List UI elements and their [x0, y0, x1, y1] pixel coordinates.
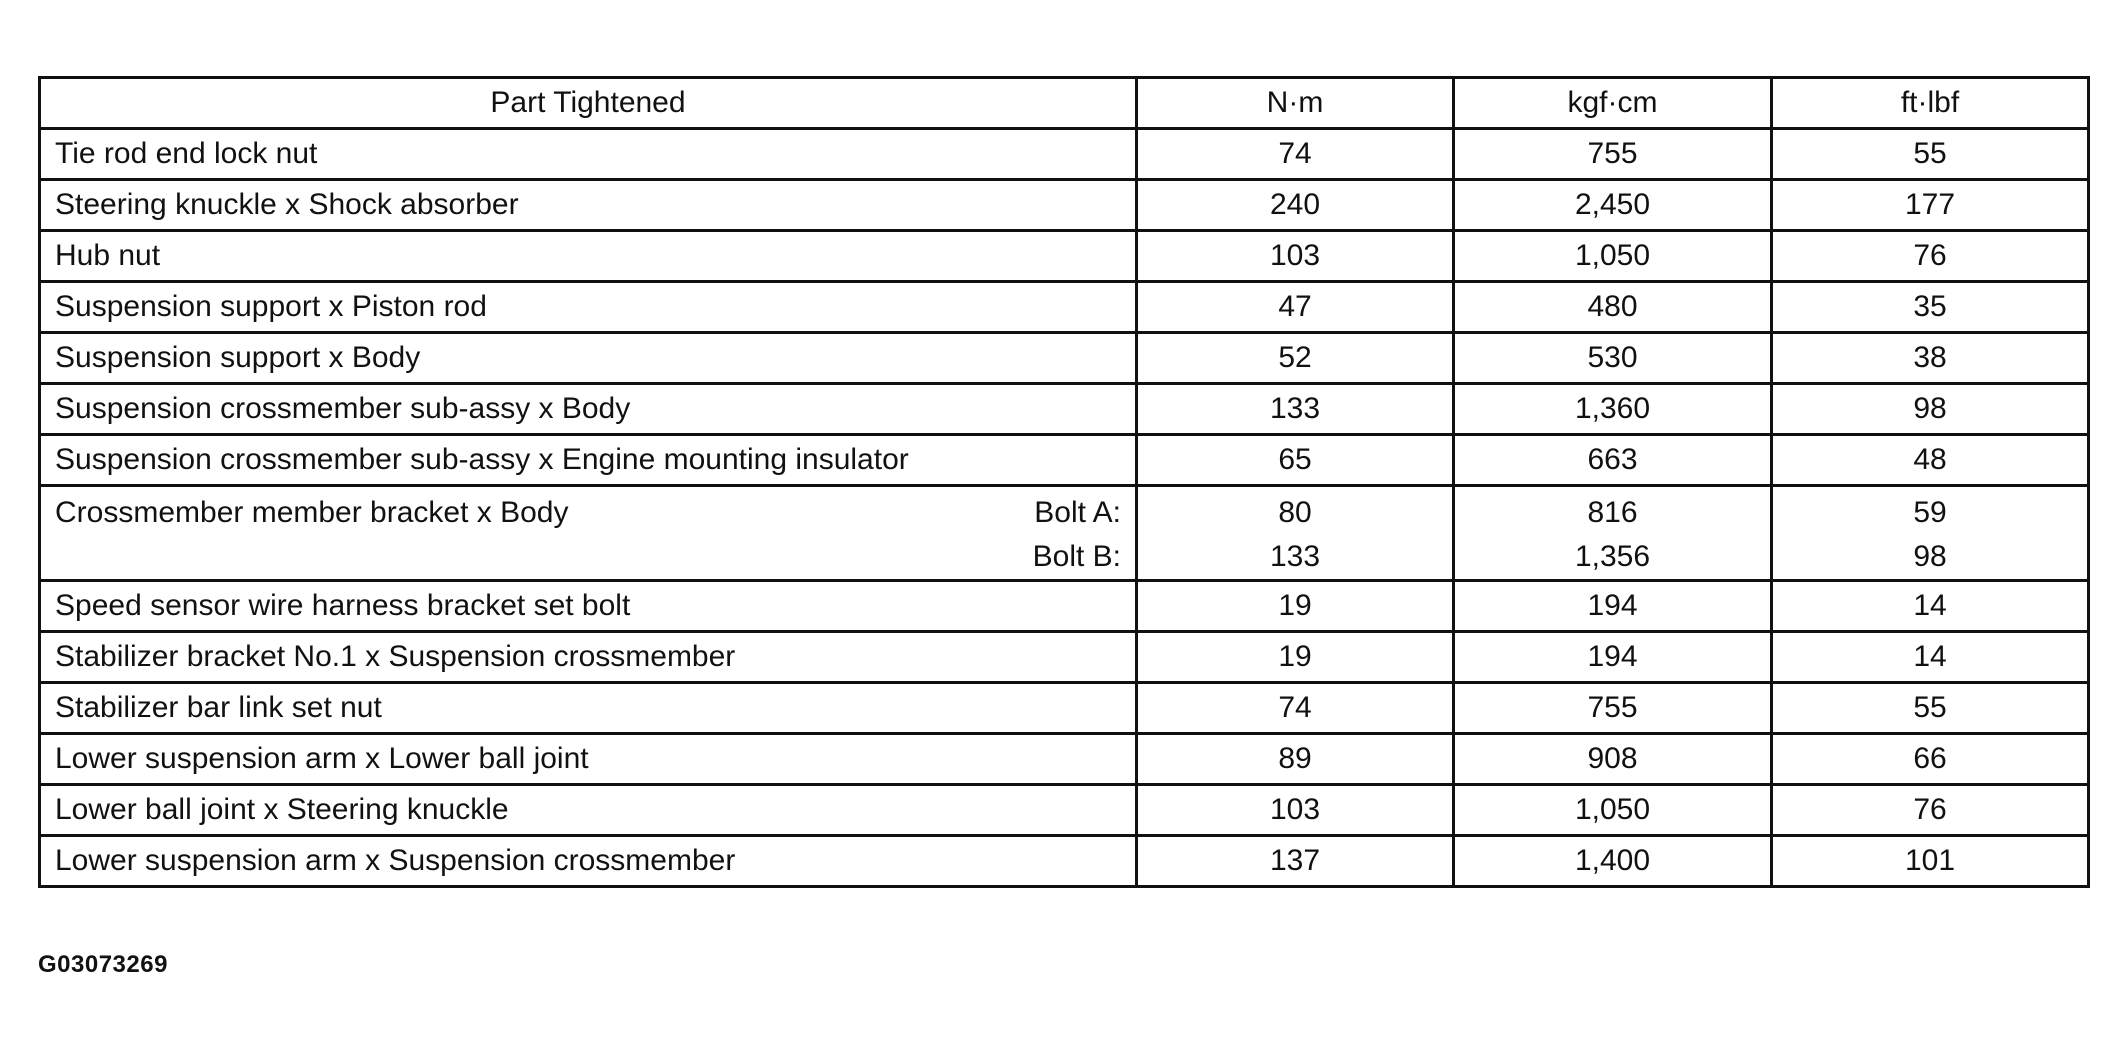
table-row — [40, 734, 2089, 785]
bolt-value: 80 — [1278, 496, 1312, 529]
table-row — [40, 384, 2089, 435]
bolt-label: Bolt A: — [1034, 496, 1121, 529]
bolt-value: 133 — [1269, 540, 1321, 573]
cell-nm: 240 — [1137, 180, 1454, 231]
table-header-row — [40, 78, 2089, 129]
table-row — [40, 581, 2089, 632]
cell-nm: 74 — [1137, 683, 1454, 734]
cell-part: Suspension support x Body — [40, 333, 1137, 384]
header-ftlbf: ft·lbf — [1772, 78, 2089, 129]
cell-ftlbf: 76 — [1772, 231, 2089, 282]
table-row — [40, 683, 2089, 734]
cell-kgfcm: 908 — [1454, 734, 1772, 785]
cell-nm: 74 — [1137, 129, 1454, 180]
cell-kgfcm: 755 — [1454, 683, 1772, 734]
cell-ftlbf: 14 — [1772, 581, 2089, 632]
cell-nm: 65 — [1137, 435, 1454, 486]
cell-kgfcm: 194 — [1454, 581, 1772, 632]
bolt-value: 816 — [1587, 496, 1638, 529]
cell-kgfcm: 530 — [1454, 333, 1772, 384]
cell-part: Steering knuckle x Shock absorber — [40, 180, 1137, 231]
cell-ftlbf: 66 — [1772, 734, 2089, 785]
cell-nm: 133 — [1137, 384, 1454, 435]
table-row — [40, 632, 2089, 683]
cell-kgfcm: 1,400 — [1454, 836, 1772, 887]
cell-kgfcm: 755 — [1454, 129, 1772, 180]
table-row — [40, 785, 2089, 836]
cell-part: Suspension support x Piston rod — [40, 282, 1137, 333]
cell-nm: 137 — [1137, 836, 1454, 887]
table-row — [40, 231, 2089, 282]
cell-ftlbf: 55 — [1772, 129, 2089, 180]
split-part-label: Crossmember member bracket x Body — [55, 496, 569, 529]
cell-ftlbf: 101 — [1772, 836, 2089, 887]
table-row-split — [40, 486, 2089, 581]
cell-kgfcm: 194 — [1454, 632, 1772, 683]
cell-kgfcm: 2,450 — [1454, 180, 1772, 231]
cell-part: Tie rod end lock nut — [40, 129, 1137, 180]
header-kgfcm: kgf·cm — [1454, 78, 1772, 129]
cell-ftlbf: 76 — [1772, 785, 2089, 836]
cell-part: Suspension crossmember sub-assy x Body — [40, 384, 1137, 435]
cell-nm: 52 — [1137, 333, 1454, 384]
cell-kgfcm: 1,050 — [1454, 231, 1772, 282]
cell-part — [40, 486, 1137, 581]
cell-part: Stabilizer bar link set nut — [40, 683, 1137, 734]
cell-ftlbf: 35 — [1772, 282, 2089, 333]
bolt-labels — [1033, 491, 1121, 579]
cell-ftlbf: 98 — [1772, 384, 2089, 435]
table-row — [40, 836, 2089, 887]
header-nm: N·m — [1137, 78, 1454, 129]
bolt-value: 98 — [1913, 540, 1947, 573]
cell-nm: 19 — [1137, 581, 1454, 632]
table-row — [40, 129, 2089, 180]
cell-part: Suspension crossmember sub-assy x Engine mounting insulator — [40, 435, 1137, 486]
cell-nm: 89 — [1137, 734, 1454, 785]
bolt-value: 59 — [1913, 496, 1947, 529]
figure-code: G03073269 — [38, 951, 168, 978]
cell-ftlbf: 14 — [1772, 632, 2089, 683]
cell-part: Lower ball joint x Steering knuckle — [40, 785, 1137, 836]
header-part-tightened: Part Tightened — [40, 78, 1137, 129]
cell-part: Stabilizer bracket No.1 x Suspension crossmember — [40, 632, 1137, 683]
cell-ftlbf: 177 — [1772, 180, 2089, 231]
cell-part: Speed sensor wire harness bracket set bolt — [40, 581, 1137, 632]
table-row — [40, 333, 2089, 384]
cell-part: Hub nut — [40, 231, 1137, 282]
cell-nm: 103 — [1137, 785, 1454, 836]
torque-spec-table — [38, 76, 2090, 888]
cell-part: Lower suspension arm x Suspension crossmember — [40, 836, 1137, 887]
table-row — [40, 282, 2089, 333]
cell-kgfcm — [1454, 486, 1772, 581]
bolt-label: Bolt B: — [1032, 540, 1121, 573]
cell-ftlbf: 48 — [1772, 435, 2089, 486]
cell-nm — [1137, 486, 1454, 581]
bolt-value: 1,356 — [1574, 540, 1651, 573]
cell-nm: 47 — [1137, 282, 1454, 333]
cell-ftlbf: 38 — [1772, 333, 2089, 384]
cell-kgfcm: 480 — [1454, 282, 1772, 333]
cell-kgfcm: 1,050 — [1454, 785, 1772, 836]
cell-ftlbf — [1772, 486, 2089, 581]
cell-nm: 103 — [1137, 231, 1454, 282]
table-row — [40, 435, 2089, 486]
cell-kgfcm: 1,360 — [1454, 384, 1772, 435]
table-row — [40, 180, 2089, 231]
cell-part: Lower suspension arm x Lower ball joint — [40, 734, 1137, 785]
cell-nm: 19 — [1137, 632, 1454, 683]
cell-kgfcm: 663 — [1454, 435, 1772, 486]
cell-ftlbf: 55 — [1772, 683, 2089, 734]
